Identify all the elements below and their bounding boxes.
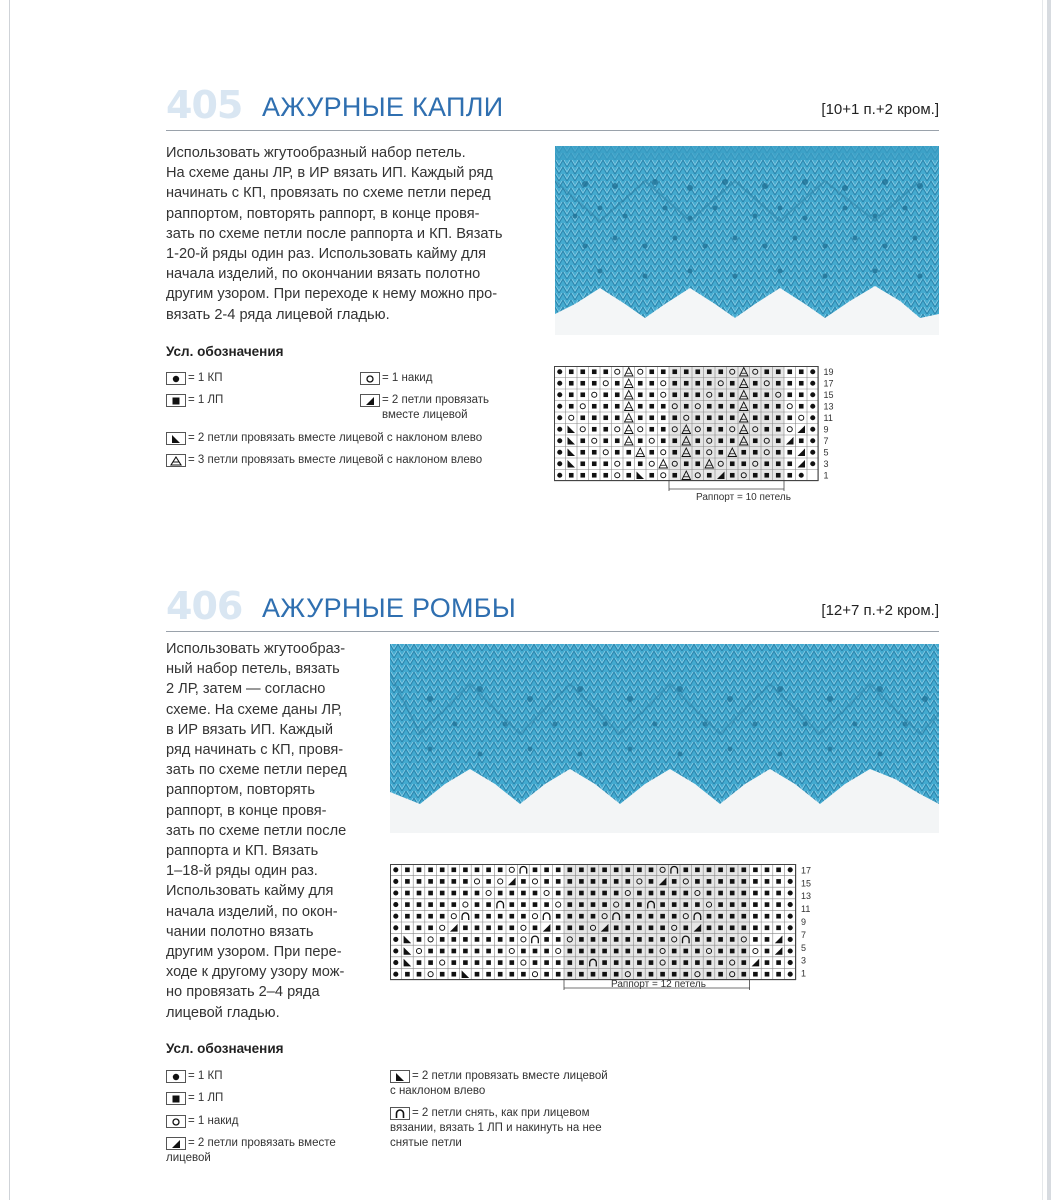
section-405-legend-yo: = 1 накид <box>360 371 432 386</box>
section-405-formula: [10+1 п.+2 кром.] <box>821 101 939 118</box>
section-405-header <box>166 83 939 131</box>
section406-desc-line: лицевой гладью. <box>166 1004 280 1021</box>
section406-desc-line: зать по схеме петли перед <box>166 762 347 779</box>
section405-chart-row-number: 15 <box>823 389 834 400</box>
section405-chart-row-number: 5 <box>823 447 829 458</box>
section406-chart-grid <box>390 864 822 996</box>
section405-chart-row-number: 19 <box>823 366 834 377</box>
section-406-formula: [12+7 п.+2 кром.] <box>821 602 939 619</box>
section405-desc-line: зать по схеме петли после раппорта и КП. Вязать <box>166 225 503 242</box>
k2tog-icon <box>360 394 380 407</box>
k2tog-icon <box>166 1137 186 1150</box>
section406-chart-row-number: 17 <box>801 865 812 876</box>
section405-chart-row-number: 17 <box>823 378 834 389</box>
page-edge-left <box>9 0 10 1200</box>
section406-desc-line: начала изделий, по окон- <box>166 903 338 920</box>
section-406-legend-lp: = 1 ЛП <box>166 1091 223 1106</box>
yarn-over-icon <box>360 372 380 385</box>
section-406-legend-k2tog: = 2 петли провязать вместе лицевой <box>166 1137 336 1164</box>
section406-desc-line: ходе к другому узору мож- <box>166 964 345 981</box>
section-406-legend-yo: = 1 накид <box>166 1114 238 1129</box>
edge-stitch-icon <box>166 372 186 385</box>
section-405-legend-lp: = 1 ЛП <box>166 393 223 408</box>
edge-stitch-icon <box>166 1070 186 1083</box>
section-406-title: АЖУРНЫЕ РОМБЫ <box>262 593 517 623</box>
section-406-legend-title: Усл. обозначения <box>166 1041 284 1056</box>
section-405-number: 405 <box>166 83 243 127</box>
section-406-description <box>166 639 376 1023</box>
section-406-legend-ssk: = 2 петли провязать вместе лицевой с наклоном влево <box>390 1070 608 1097</box>
section-406-knit-photo <box>390 644 939 833</box>
section-405-title: АЖУРНЫЕ КАПЛИ <box>262 92 504 122</box>
slip-pass-icon <box>390 1107 410 1120</box>
section406-desc-line: раппорт, в конце провя- <box>166 802 327 819</box>
section405-chart-row-number: 3 <box>823 458 829 469</box>
section406-desc-line: 2 ЛР, затем — согласно <box>166 681 326 698</box>
section406-desc-line: Использовать жгутообраз- <box>166 641 346 657</box>
section-405-repeat-label: Раппорт = 10 петель <box>696 492 791 503</box>
section405-desc-line: 1-20-й ряды один раз. Использовать кайму для <box>166 246 487 263</box>
section405-desc-line: начинать с КП, провязать по схеме петли перед <box>166 185 491 202</box>
section-405-legend-kp: = 1 КП <box>166 371 222 386</box>
ssk-icon <box>166 432 186 445</box>
section-406-number: 406 <box>166 584 243 628</box>
sk2p-icon <box>166 454 186 467</box>
section-405-chart <box>554 366 845 497</box>
section406-chart-row-number: 3 <box>801 955 807 966</box>
page-edge-right-inner <box>1042 0 1043 1200</box>
section405-chart-grid <box>554 366 845 497</box>
section-405-legend-title: Усл. обозначения <box>166 344 284 359</box>
section406-desc-line: схеме. На схеме даны ЛР, <box>166 701 343 718</box>
section405-desc-line: На схеме даны ЛР, в ИР вязать ИП. Каждый ряд <box>166 165 493 182</box>
section405-desc-line: вязать 2-4 ряда лицевой гладью. <box>166 306 390 323</box>
section406-desc-line: чании полотно вязать <box>166 923 314 940</box>
section406-chart-row-number: 11 <box>801 904 811 915</box>
knit-stitch-icon <box>166 1092 186 1105</box>
section406-chart-row-number: 7 <box>801 929 807 940</box>
section-406-chart <box>390 864 822 996</box>
section406-desc-line: но провязать 2–4 ряда <box>166 984 320 1001</box>
section-405-legend-ssk: = 2 петли провязать вместе лицевой с наклоном влево <box>166 431 482 446</box>
section-406-header <box>166 584 939 632</box>
section405-desc-line: Использовать жгутообразный набор петель. <box>166 145 466 161</box>
section406-chart-row-number: 1 <box>801 968 807 979</box>
ssk-icon <box>390 1070 410 1083</box>
section406-chart-row-number: 5 <box>801 942 807 953</box>
knit-stitch-icon <box>166 394 186 407</box>
section406-desc-line: другим узором. При пере- <box>166 944 342 961</box>
section406-desc-line: в ИР вязать ИП. Каждый <box>166 721 334 738</box>
section406-desc-line: раппорта и КП. Вязать <box>166 843 319 860</box>
page-edge-right <box>1047 0 1051 1200</box>
section405-desc-line: начала изделий, по окончании вязать полотно <box>166 266 481 283</box>
section406-chart-row-number: 13 <box>801 891 812 902</box>
section405-desc-line: другим узором. При переходе к нему можно про- <box>166 286 498 303</box>
section406-desc-line: Использовать кайму для <box>166 883 334 900</box>
section405-chart-row-number: 9 <box>823 424 829 435</box>
section-405-legend-sk2p: = 3 петли провязать вместе лицевой с наклоном влево <box>166 453 482 468</box>
section-405-legend-k2tog: = 2 петли провязать вместе лицевой <box>360 393 489 423</box>
section-405-description <box>166 143 536 325</box>
section406-desc-line: 1–18-й ряды один раз. <box>166 863 318 880</box>
section405-desc-line: раппортом, повторять раппорт, в конце провя- <box>166 205 480 222</box>
section406-chart-row-number: 15 <box>801 878 812 889</box>
section406-desc-line: раппортом, повторять <box>166 782 315 799</box>
section406-desc-line: ный набор петель, вязать <box>166 661 340 678</box>
section-406-legend-slip: = 2 петли снять, как при лицевом вязании, вязать 1 ЛП и накинуть на нее снятые петли <box>390 1107 602 1149</box>
section-406-repeat-label: Раппорт = 12 петель <box>611 979 706 990</box>
section406-desc-line: ряд начинать с КП, провя- <box>166 742 344 759</box>
section406-chart-row-number: 9 <box>801 917 807 927</box>
yarn-over-icon <box>166 1115 186 1128</box>
section405-chart-row-number: 11 <box>823 412 833 423</box>
section405-chart-row-number: 7 <box>823 435 829 446</box>
section406-desc-line: зать по схеме петли после <box>166 822 347 839</box>
section405-chart-row-number: 13 <box>823 401 834 412</box>
section-405-knit-photo <box>555 146 939 335</box>
section405-chart-row-number: 1 <box>823 470 829 481</box>
section-406-legend-kp: = 1 КП <box>166 1069 222 1084</box>
